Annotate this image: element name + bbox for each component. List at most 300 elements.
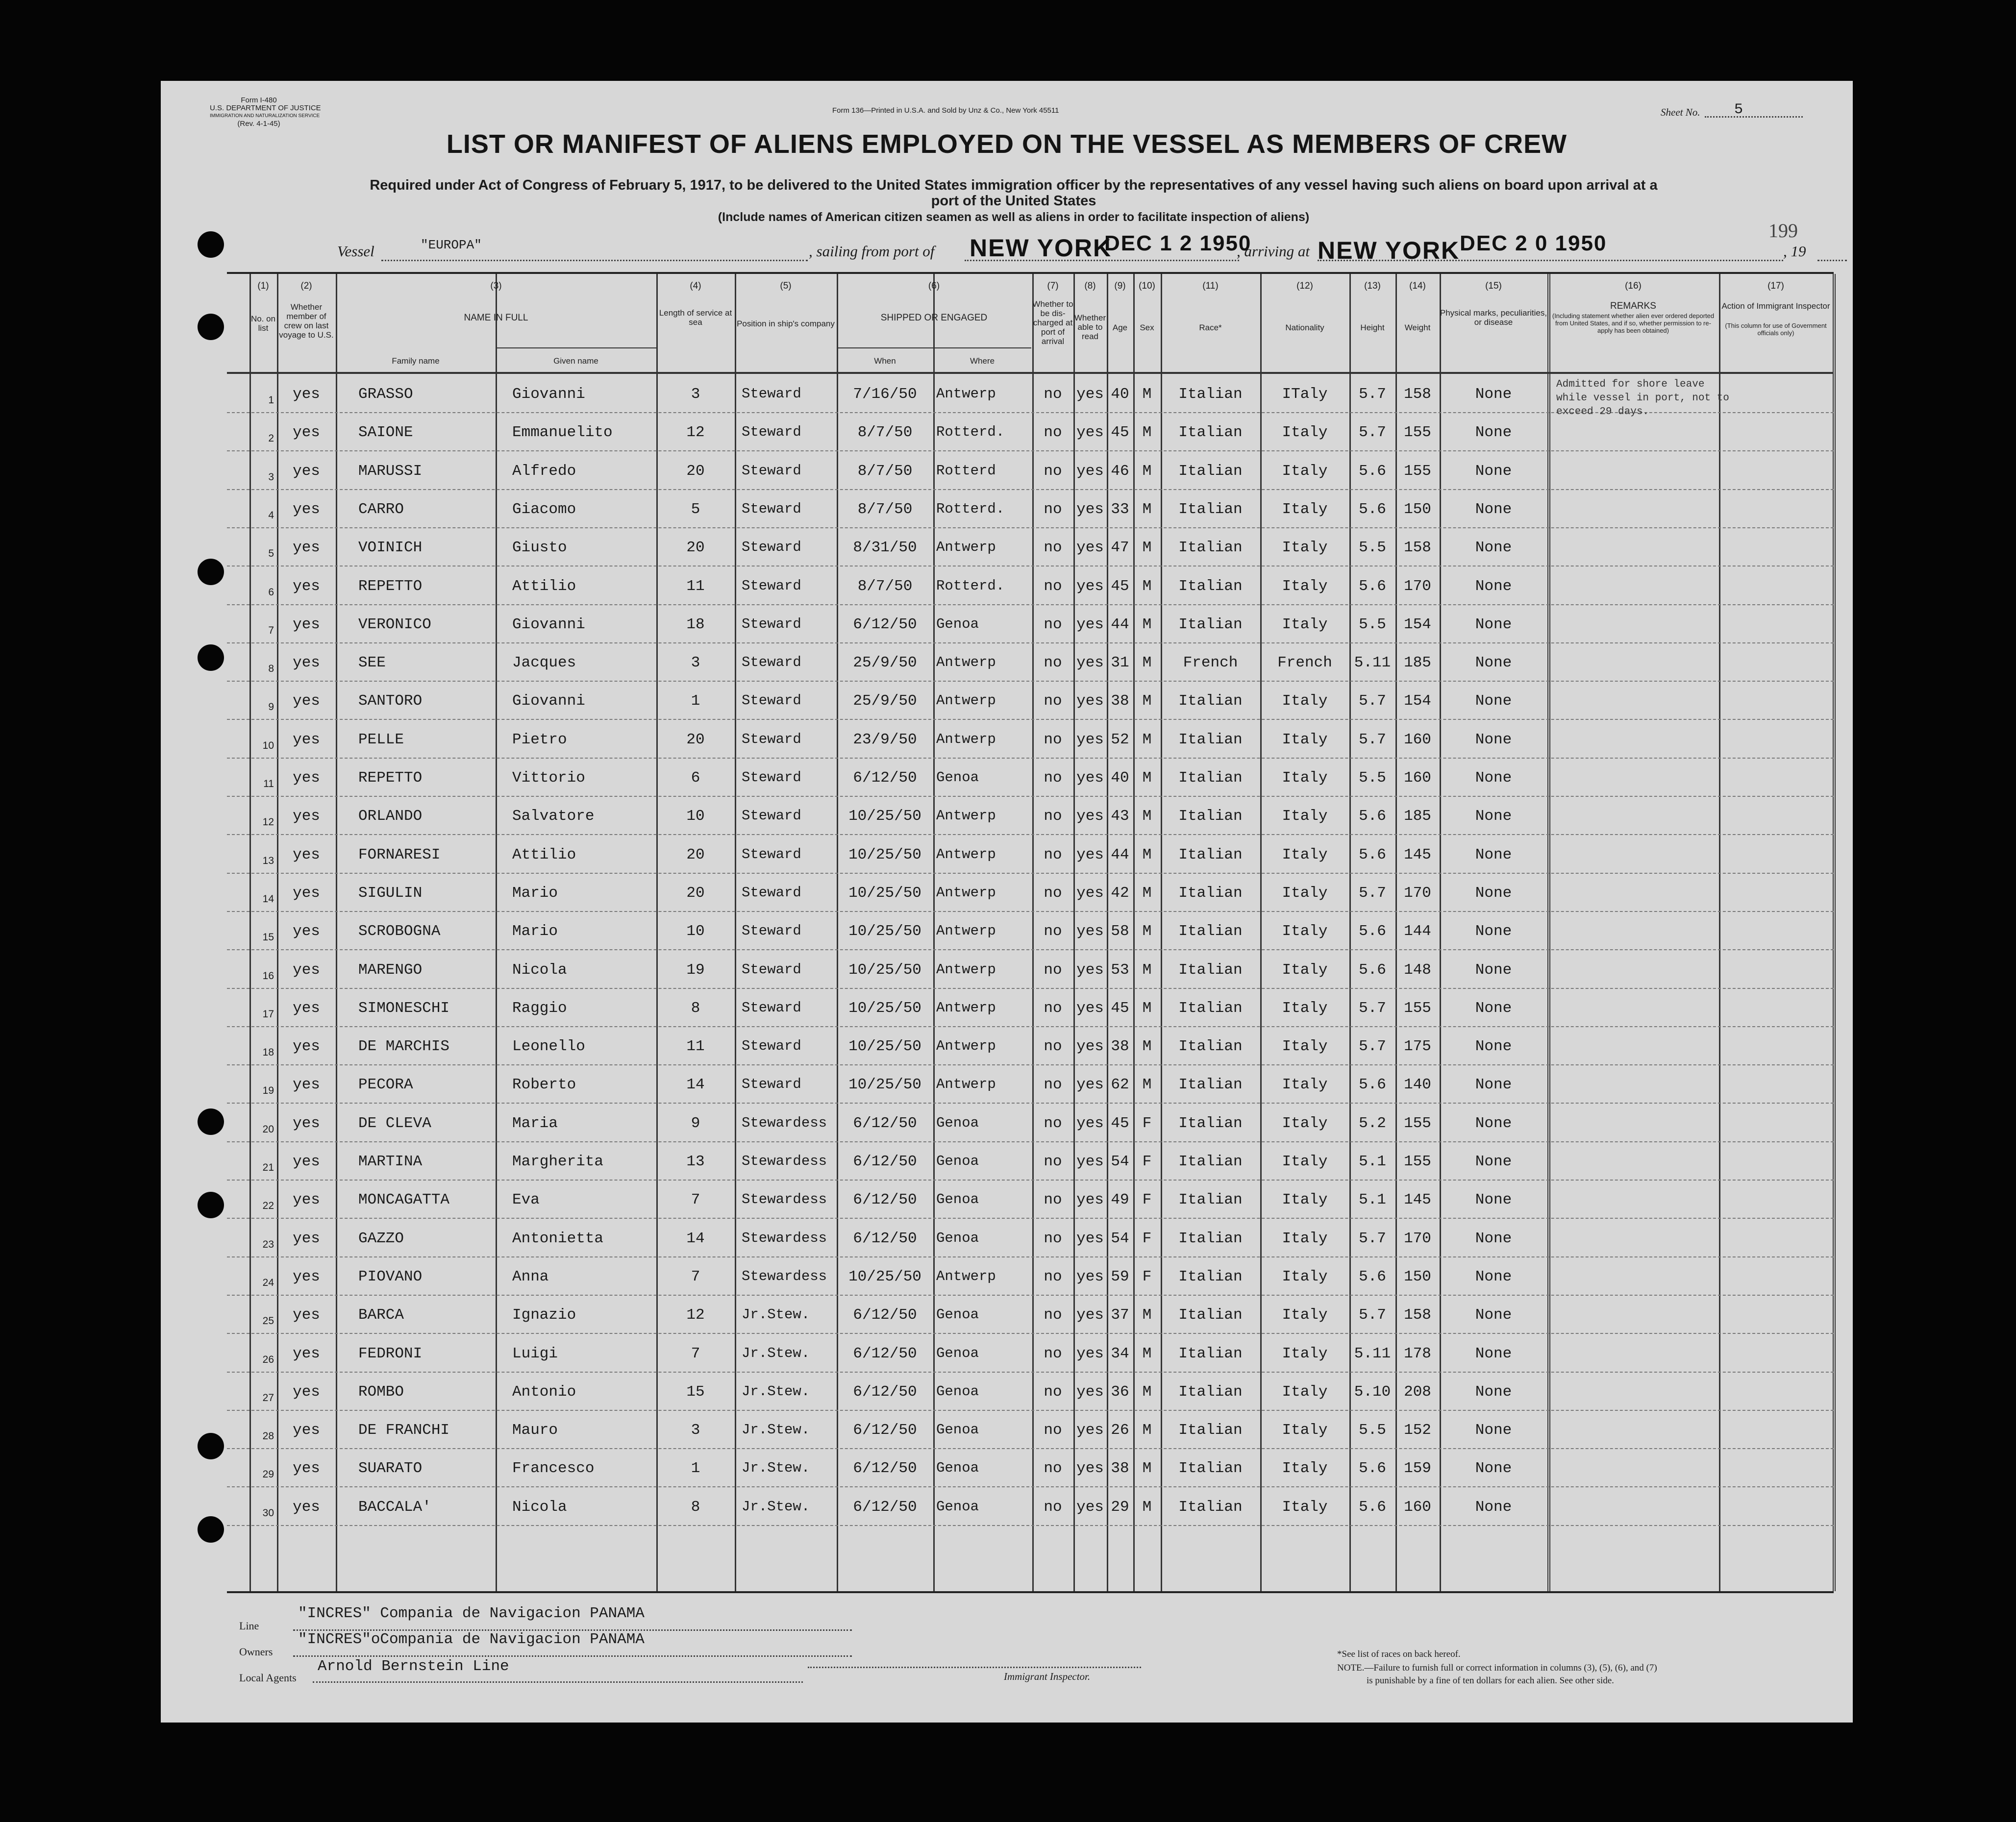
height: 5.1 bbox=[1359, 1153, 1386, 1170]
given-name: Roberto bbox=[512, 1076, 576, 1094]
nationality: Italy bbox=[1282, 1345, 1328, 1362]
able-read: yes bbox=[1076, 1422, 1104, 1439]
member-flag: yes bbox=[293, 424, 320, 442]
height: 5.6 bbox=[1359, 1498, 1386, 1516]
race: Italian bbox=[1178, 846, 1243, 863]
sex: M bbox=[1142, 961, 1152, 979]
height: 5.6 bbox=[1359, 577, 1386, 595]
family-name: DE FRANCHI bbox=[358, 1422, 450, 1439]
row-number: 22 bbox=[262, 1200, 274, 1212]
nationality: Italy bbox=[1282, 1498, 1328, 1516]
position: Steward bbox=[742, 731, 801, 747]
physical-marks: None bbox=[1475, 1498, 1512, 1516]
position: Steward bbox=[742, 577, 801, 594]
row-number: 10 bbox=[262, 739, 274, 751]
member-flag: yes bbox=[293, 999, 320, 1017]
given-name: Mario bbox=[512, 884, 558, 902]
sex: M bbox=[1142, 1306, 1152, 1324]
table-row bbox=[227, 873, 1834, 912]
height: 5.7 bbox=[1359, 1230, 1386, 1247]
height: 5.6 bbox=[1359, 1460, 1386, 1477]
height: 5.5 bbox=[1359, 1422, 1386, 1439]
position: Steward bbox=[742, 616, 801, 632]
position: Jr.Stew. bbox=[742, 1345, 810, 1361]
table-row bbox=[227, 1141, 1834, 1181]
given-name: Giovanni bbox=[512, 386, 585, 403]
weight: 152 bbox=[1404, 1422, 1431, 1439]
shipped-where: Genoa bbox=[936, 1345, 979, 1361]
member-flag: yes bbox=[293, 1422, 320, 1439]
family-name: FORNARESI bbox=[358, 846, 441, 863]
shipped-where: Antwerp bbox=[936, 654, 996, 671]
family-name: MARTINA bbox=[358, 1153, 423, 1170]
sailing-port: NEW YORK bbox=[970, 234, 1112, 262]
row-number: 17 bbox=[262, 1008, 274, 1020]
able-read: yes bbox=[1076, 386, 1104, 403]
header-age: Age bbox=[1112, 323, 1128, 332]
header-inspector-action: Action of Immigrant Inspector bbox=[1721, 301, 1830, 311]
remarks-line: Admitted for shore leave bbox=[1556, 379, 1705, 390]
member-flag: yes bbox=[293, 462, 320, 480]
member-flag: yes bbox=[293, 961, 320, 979]
age: 45 bbox=[1111, 1114, 1129, 1132]
shipped-when: 10/25/50 bbox=[848, 1076, 921, 1094]
sex: M bbox=[1142, 923, 1152, 940]
discharged: no bbox=[1044, 999, 1062, 1017]
age: 49 bbox=[1111, 1191, 1129, 1209]
race: Italian bbox=[1178, 1153, 1243, 1170]
service-name: IMMIGRATION AND NATURALIZATION SERVICE bbox=[210, 113, 320, 119]
family-name: SIMONESCHI bbox=[358, 999, 450, 1017]
shipped-when: 25/9/50 bbox=[853, 692, 917, 710]
given-name: Attilio bbox=[512, 846, 576, 863]
discharged: no bbox=[1044, 1153, 1062, 1170]
height: 5.6 bbox=[1359, 961, 1386, 979]
table-row bbox=[227, 1064, 1834, 1104]
member-flag: yes bbox=[293, 386, 320, 403]
table-row bbox=[227, 988, 1834, 1027]
shipped-where: Genoa bbox=[936, 769, 979, 786]
position: Steward bbox=[742, 923, 801, 939]
sailing-label: , sailing from port of bbox=[809, 243, 935, 260]
given-name: Ignazio bbox=[512, 1306, 576, 1324]
height: 5.7 bbox=[1359, 692, 1386, 710]
family-name: SIGULIN bbox=[358, 884, 423, 902]
service-length: 20 bbox=[686, 846, 705, 863]
weight: 159 bbox=[1404, 1460, 1431, 1477]
position: Steward bbox=[742, 424, 801, 441]
shipped-when: 10/25/50 bbox=[848, 999, 921, 1017]
col-num-4: (4) bbox=[690, 281, 701, 291]
family-name: MONCAGATTA bbox=[358, 1191, 450, 1209]
row-number: 5 bbox=[268, 548, 274, 560]
col-num-17: (17) bbox=[1767, 281, 1784, 291]
family-name: PELLE bbox=[358, 731, 404, 748]
sex: M bbox=[1142, 999, 1152, 1017]
able-read: yes bbox=[1076, 1038, 1104, 1056]
position: Steward bbox=[742, 539, 801, 556]
punch-hole bbox=[198, 314, 224, 340]
position: Steward bbox=[742, 386, 801, 402]
discharged: no bbox=[1044, 577, 1062, 595]
age: 44 bbox=[1111, 846, 1129, 863]
shipped-when: 10/25/50 bbox=[848, 846, 921, 863]
weight: 155 bbox=[1404, 424, 1431, 442]
race: Italian bbox=[1178, 1383, 1243, 1401]
shipped-where: Antwerp bbox=[936, 961, 996, 978]
race: Italian bbox=[1178, 1306, 1243, 1324]
age: 40 bbox=[1111, 386, 1129, 403]
member-flag: yes bbox=[293, 1460, 320, 1477]
row-number: 14 bbox=[262, 893, 274, 905]
service-length: 7 bbox=[691, 1345, 700, 1362]
table-row bbox=[227, 681, 1834, 720]
able-read: yes bbox=[1076, 1230, 1104, 1247]
punch-hole bbox=[198, 1516, 224, 1543]
remarks-line: exceed 29 days. bbox=[1556, 406, 1649, 418]
shipped-where: Genoa bbox=[936, 1230, 979, 1246]
race: Italian bbox=[1178, 808, 1243, 825]
age: 54 bbox=[1111, 1153, 1129, 1170]
able-read: yes bbox=[1076, 1076, 1104, 1094]
family-name: GRASSO bbox=[358, 386, 413, 403]
header-shipped-engaged: SHIPPED OR ENGAGED bbox=[880, 313, 988, 323]
weight: 185 bbox=[1404, 808, 1431, 825]
service-length: 1 bbox=[691, 1460, 700, 1477]
race: Italian bbox=[1178, 616, 1243, 633]
shipped-when: 10/25/50 bbox=[848, 961, 921, 979]
col-num-7: (7) bbox=[1047, 281, 1059, 291]
height: 5.7 bbox=[1359, 999, 1386, 1017]
row-number: 19 bbox=[262, 1085, 274, 1097]
vessel-label: Vessel bbox=[337, 243, 374, 260]
physical-marks: None bbox=[1475, 1114, 1512, 1132]
crew-table bbox=[227, 272, 1834, 1593]
physical-marks: None bbox=[1475, 1230, 1512, 1247]
service-length: 3 bbox=[691, 1422, 700, 1439]
physical-marks: None bbox=[1475, 500, 1512, 518]
race: Italian bbox=[1178, 1460, 1243, 1477]
table-row bbox=[227, 950, 1834, 989]
sex: M bbox=[1142, 424, 1152, 442]
physical-marks: None bbox=[1475, 999, 1512, 1017]
year-label: , 19 bbox=[1783, 243, 1806, 260]
col-num-2: (2) bbox=[300, 281, 312, 291]
row-number: 12 bbox=[262, 816, 274, 828]
line-label: Line bbox=[239, 1620, 259, 1632]
row-number: 7 bbox=[268, 624, 274, 636]
discharged: no bbox=[1044, 1114, 1062, 1132]
sex: M bbox=[1142, 1460, 1152, 1477]
able-read: yes bbox=[1076, 1306, 1104, 1324]
service-length: 14 bbox=[686, 1230, 705, 1247]
col-num-6: (6) bbox=[928, 281, 940, 291]
age: 46 bbox=[1111, 462, 1129, 480]
physical-marks: None bbox=[1475, 616, 1512, 633]
service-length: 12 bbox=[686, 424, 705, 442]
shipped-where: Antwerp bbox=[936, 923, 996, 939]
age: 40 bbox=[1111, 769, 1129, 787]
able-read: yes bbox=[1076, 999, 1104, 1017]
sex: M bbox=[1142, 539, 1152, 557]
shipped-when: 6/12/50 bbox=[853, 1422, 917, 1439]
remarks-line: while vessel in port, not to bbox=[1556, 393, 1729, 404]
sex: M bbox=[1142, 1076, 1152, 1094]
row-number: 1 bbox=[268, 394, 274, 406]
weight: 158 bbox=[1404, 539, 1431, 557]
shipped-where: Genoa bbox=[936, 1306, 979, 1323]
agents-value: Arnold Bernstein Line bbox=[318, 1658, 509, 1675]
shipped-where: Genoa bbox=[936, 1383, 979, 1400]
family-name: ROMBO bbox=[358, 1383, 404, 1401]
race: Italian bbox=[1178, 462, 1243, 480]
race: Italian bbox=[1178, 386, 1243, 403]
given-name: Margherita bbox=[512, 1153, 604, 1170]
weight: 170 bbox=[1404, 884, 1431, 902]
races-note: *See list of races on back hereof. bbox=[1337, 1649, 1461, 1659]
sheet-label: Sheet No. bbox=[1661, 106, 1700, 118]
punch-hole bbox=[198, 1192, 224, 1218]
given-name: Luigi bbox=[512, 1345, 558, 1362]
shipped-where: Rotterd. bbox=[936, 424, 1005, 441]
member-flag: yes bbox=[293, 1114, 320, 1132]
row-number: 27 bbox=[262, 1392, 274, 1403]
subtitle-port: port of the United States bbox=[931, 193, 1096, 209]
weight: 150 bbox=[1404, 1268, 1431, 1285]
weight: 185 bbox=[1404, 654, 1431, 672]
service-length: 20 bbox=[686, 462, 705, 480]
weight: 170 bbox=[1404, 577, 1431, 595]
punch-hole bbox=[198, 559, 224, 585]
given-name: Emmanuelito bbox=[512, 424, 613, 442]
shipped-when: 10/25/50 bbox=[848, 1268, 921, 1285]
service-length: 20 bbox=[686, 731, 705, 748]
shipped-when: 8/7/50 bbox=[857, 462, 913, 480]
nationality: Italy bbox=[1282, 884, 1328, 902]
age: 38 bbox=[1111, 1460, 1129, 1477]
discharged: no bbox=[1044, 1383, 1062, 1401]
shipped-where: Antwerp bbox=[936, 1268, 996, 1284]
member-flag: yes bbox=[293, 1306, 320, 1324]
able-read: yes bbox=[1076, 808, 1104, 825]
table-row bbox=[227, 1256, 1834, 1296]
physical-marks: None bbox=[1475, 577, 1512, 595]
shipped-when: 8/7/50 bbox=[857, 577, 913, 595]
physical-marks: None bbox=[1475, 539, 1512, 557]
weight: 170 bbox=[1404, 1230, 1431, 1247]
family-name: MARUSSI bbox=[358, 462, 423, 480]
header-discharged: Whether to be dis-charged at port of arrival bbox=[1032, 299, 1073, 346]
discharged: no bbox=[1044, 961, 1062, 979]
shipped-where: Antwerp bbox=[936, 808, 996, 824]
fine-note-line-2: is punishable by a fine of ten dollars for each alien. See other side. bbox=[1367, 1675, 1614, 1686]
arriving-date: DEC 2 0 1950 bbox=[1460, 231, 1607, 255]
member-flag: yes bbox=[293, 1383, 320, 1401]
able-read: yes bbox=[1076, 1153, 1104, 1170]
sex: M bbox=[1142, 577, 1152, 595]
height: 5.6 bbox=[1359, 923, 1386, 940]
age: 37 bbox=[1111, 1306, 1129, 1324]
shipped-where: Genoa bbox=[936, 616, 979, 632]
row-number: 11 bbox=[263, 778, 274, 789]
nationality: Italy bbox=[1282, 1114, 1328, 1132]
header-remarks: REMARKS bbox=[1610, 301, 1656, 311]
header-name-in-full: NAME IN FULL bbox=[464, 313, 528, 323]
table-row bbox=[227, 489, 1834, 528]
col-num-10: (10) bbox=[1139, 281, 1155, 291]
service-length: 3 bbox=[691, 654, 700, 672]
position: Stewardess bbox=[742, 1114, 827, 1131]
service-length: 9 bbox=[691, 1114, 700, 1132]
able-read: yes bbox=[1076, 577, 1104, 595]
agents-label: Local Agents bbox=[239, 1672, 297, 1684]
table-row bbox=[227, 1180, 1834, 1219]
service-length: 15 bbox=[686, 1383, 705, 1401]
service-length: 6 bbox=[691, 769, 700, 787]
position: Steward bbox=[742, 500, 801, 517]
position: Steward bbox=[742, 462, 801, 479]
given-name: Raggio bbox=[512, 999, 567, 1017]
discharged: no bbox=[1044, 386, 1062, 403]
age: 44 bbox=[1111, 616, 1129, 633]
form-number: Form I-480 bbox=[241, 96, 277, 104]
physical-marks: None bbox=[1475, 654, 1512, 672]
row-number: 3 bbox=[268, 471, 274, 483]
discharged: no bbox=[1044, 1422, 1062, 1439]
shipped-when: 6/12/50 bbox=[853, 1498, 917, 1516]
discharged: no bbox=[1044, 500, 1062, 518]
family-name: SUARATO bbox=[358, 1460, 423, 1477]
discharged: no bbox=[1044, 884, 1062, 902]
vessel-name: "EUROPA" bbox=[421, 238, 482, 252]
table-row bbox=[227, 451, 1834, 490]
weight: 160 bbox=[1404, 1498, 1431, 1516]
race: Italian bbox=[1178, 731, 1243, 748]
race: Italian bbox=[1178, 1422, 1243, 1439]
given-name: Mario bbox=[512, 923, 558, 940]
position: Steward bbox=[742, 769, 801, 786]
row-number: 30 bbox=[262, 1507, 274, 1519]
col-num-9: (9) bbox=[1114, 281, 1126, 291]
service-length: 11 bbox=[686, 577, 705, 595]
member-flag: yes bbox=[293, 1191, 320, 1209]
member-flag: yes bbox=[293, 808, 320, 825]
service-length: 10 bbox=[686, 923, 705, 940]
service-length: 14 bbox=[686, 1076, 705, 1094]
height: 5.11 bbox=[1354, 1345, 1391, 1362]
shipped-when: 23/9/50 bbox=[853, 731, 917, 748]
given-name: Antonio bbox=[512, 1383, 576, 1401]
nationality: Italy bbox=[1282, 769, 1328, 787]
sex: M bbox=[1142, 500, 1152, 518]
race: Italian bbox=[1178, 1038, 1243, 1056]
position: Steward bbox=[742, 961, 801, 978]
shipped-where: Antwerp bbox=[936, 539, 996, 556]
member-flag: yes bbox=[293, 654, 320, 672]
age: 54 bbox=[1111, 1230, 1129, 1247]
family-name: VOINICH bbox=[358, 539, 423, 557]
given-name: Nicola bbox=[512, 1498, 567, 1516]
position: Jr.Stew. bbox=[742, 1422, 810, 1438]
member-flag: yes bbox=[293, 1153, 320, 1170]
able-read: yes bbox=[1076, 731, 1104, 748]
nationality: Italy bbox=[1282, 961, 1328, 979]
shipped-when: 6/12/50 bbox=[853, 1230, 917, 1247]
given-name: Jacques bbox=[512, 654, 576, 672]
shipped-where: Antwerp bbox=[936, 731, 996, 747]
family-name: FEDRONI bbox=[358, 1345, 423, 1362]
position: Steward bbox=[742, 1076, 801, 1093]
race: Italian bbox=[1178, 769, 1243, 787]
height: 5.6 bbox=[1359, 846, 1386, 863]
member-flag: yes bbox=[293, 884, 320, 902]
weight: 148 bbox=[1404, 961, 1431, 979]
weight: 208 bbox=[1404, 1383, 1431, 1401]
nationality: Italy bbox=[1282, 846, 1328, 863]
shipped-where: Genoa bbox=[936, 1460, 979, 1477]
given-name: Eva bbox=[512, 1191, 540, 1209]
given-name: Maria bbox=[512, 1114, 558, 1132]
sheet-number: 5 bbox=[1734, 101, 1743, 118]
table-row bbox=[227, 1333, 1834, 1373]
weight: 155 bbox=[1404, 999, 1431, 1017]
shipped-when: 25/9/50 bbox=[853, 654, 917, 672]
able-read: yes bbox=[1076, 1498, 1104, 1516]
nationality: Italy bbox=[1282, 1230, 1328, 1247]
service-length: 3 bbox=[691, 386, 700, 403]
col-num-8: (8) bbox=[1084, 281, 1096, 291]
shipped-where: Antwerp bbox=[936, 386, 996, 402]
physical-marks: None bbox=[1475, 1191, 1512, 1209]
shipped-when: 10/25/50 bbox=[848, 884, 921, 902]
service-length: 8 bbox=[691, 999, 700, 1017]
given-name: Pietro bbox=[512, 731, 567, 748]
given-name: Salvatore bbox=[512, 808, 595, 825]
shipped-where: Rotterd. bbox=[936, 577, 1005, 594]
physical-marks: None bbox=[1475, 1268, 1512, 1285]
punch-hole bbox=[198, 1433, 224, 1459]
nationality: Italy bbox=[1282, 462, 1328, 480]
position: Jr.Stew. bbox=[742, 1306, 810, 1323]
position: Steward bbox=[742, 692, 801, 709]
member-flag: yes bbox=[293, 769, 320, 787]
nationality: ITaly bbox=[1282, 386, 1328, 403]
race: Italian bbox=[1178, 923, 1243, 940]
shipped-when: 8/7/50 bbox=[857, 424, 913, 442]
family-name: PIOVANO bbox=[358, 1268, 423, 1285]
sex: F bbox=[1142, 1191, 1152, 1209]
member-flag: yes bbox=[293, 616, 320, 633]
shipped-where: Genoa bbox=[936, 1191, 979, 1208]
weight: 178 bbox=[1404, 1345, 1431, 1362]
sex: M bbox=[1142, 731, 1152, 748]
weight: 158 bbox=[1404, 1306, 1431, 1324]
position: Stewardess bbox=[742, 1268, 827, 1284]
member-flag: yes bbox=[293, 1498, 320, 1516]
table-row bbox=[227, 604, 1834, 643]
punch-hole bbox=[198, 644, 224, 671]
nationality: Italy bbox=[1282, 692, 1328, 710]
age: 43 bbox=[1111, 808, 1129, 825]
physical-marks: None bbox=[1475, 1422, 1512, 1439]
discharged: no bbox=[1044, 1230, 1062, 1247]
row-number: 23 bbox=[262, 1238, 274, 1250]
family-name: SAIONE bbox=[358, 424, 413, 442]
sex: F bbox=[1142, 1114, 1152, 1132]
family-name: CARRO bbox=[358, 500, 404, 518]
line-value: "INCRES" Compania de Navigacion PANAMA bbox=[298, 1605, 645, 1622]
row-number: 21 bbox=[262, 1162, 274, 1173]
